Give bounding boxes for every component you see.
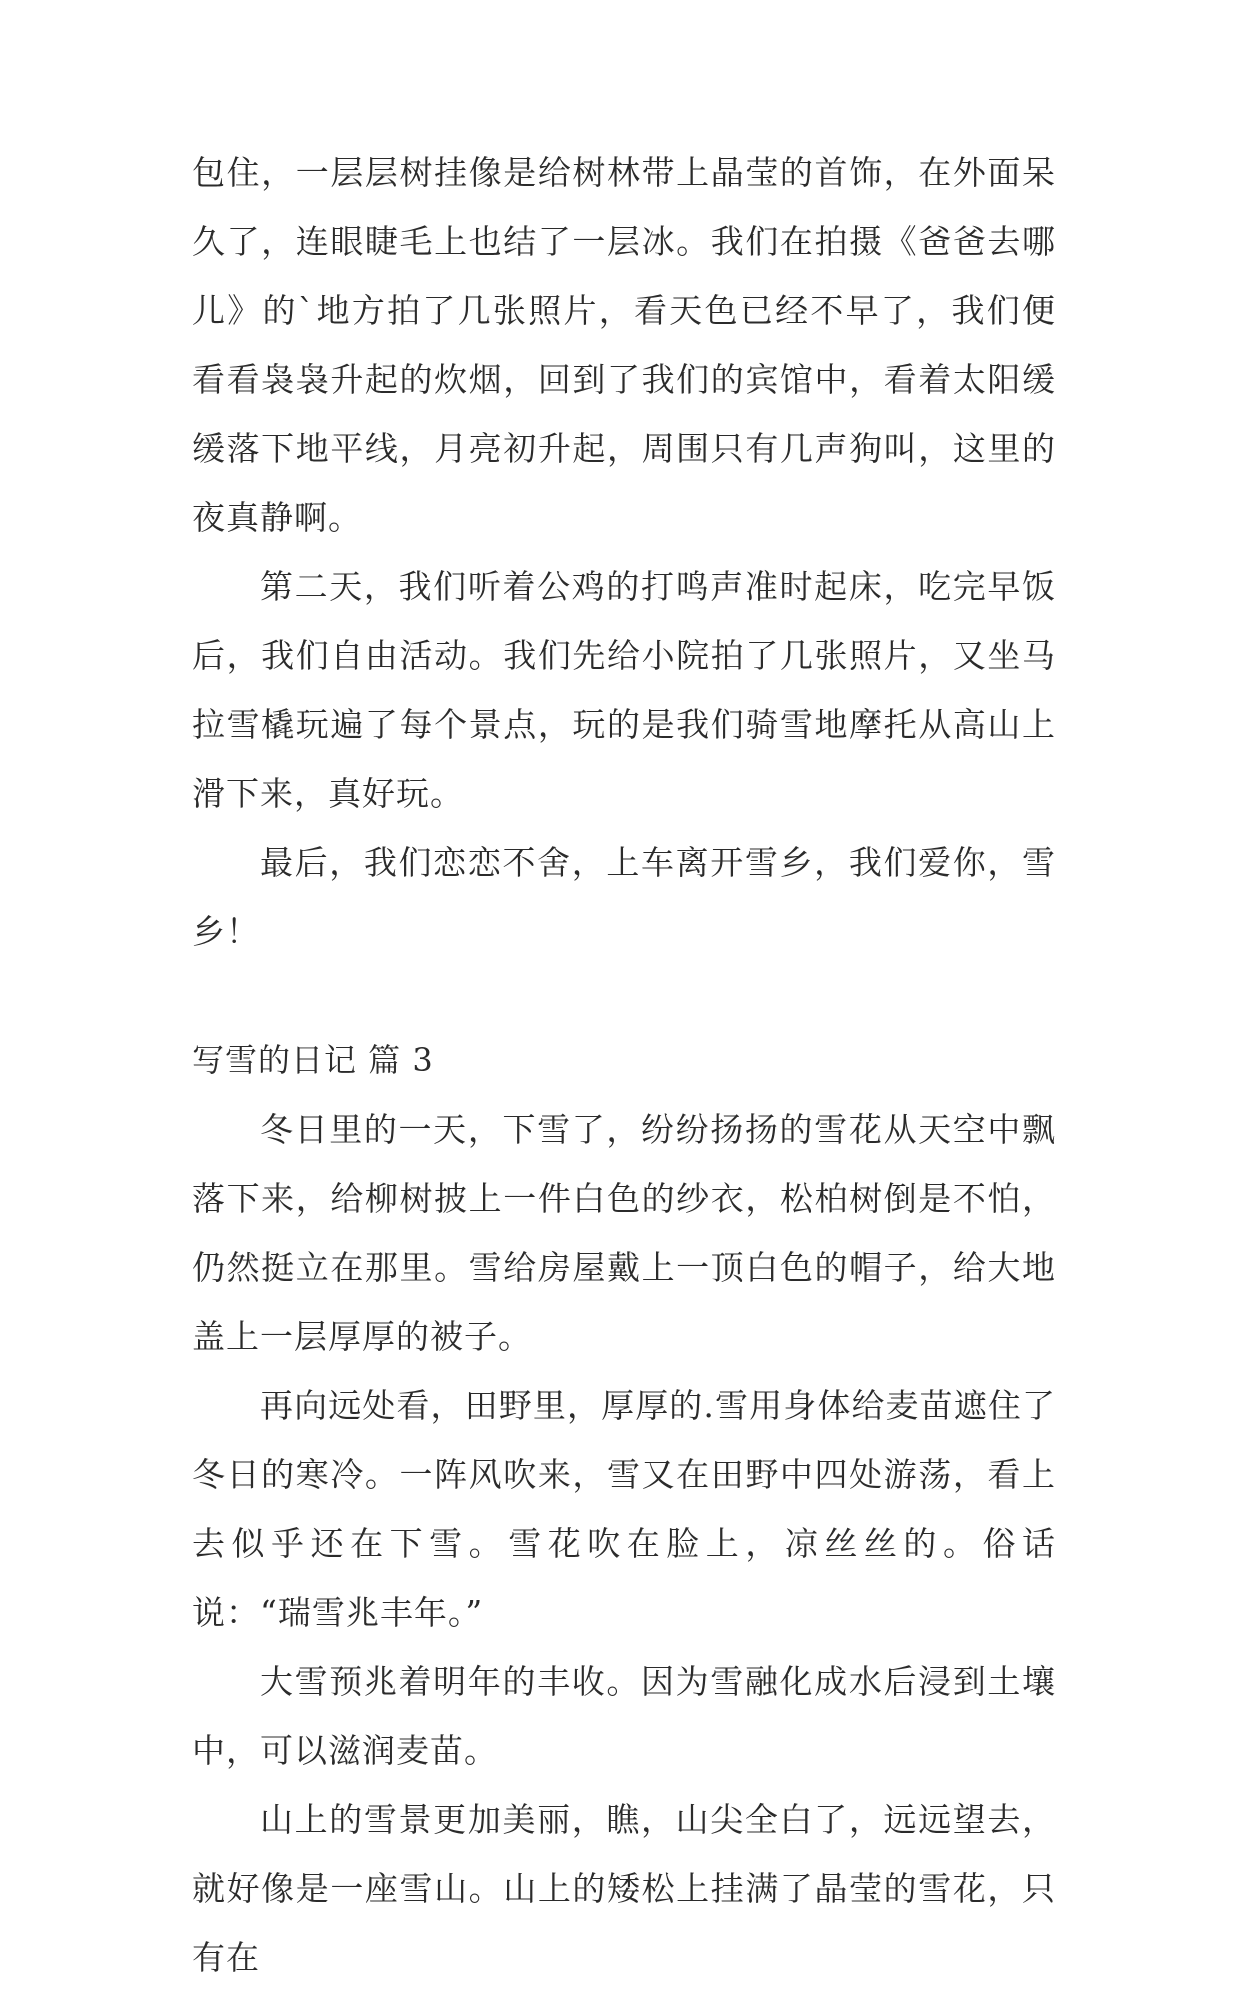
section-heading: 写雪的日记 篇 3 xyxy=(192,1041,434,1079)
paragraph-harvest: 大雪预兆着明年的丰收。因为雪融化成水后浸到土壤中，可以滋润麦苗。 xyxy=(192,1662,1056,1770)
paragraph-continued: 包住，一层层树挂像是给树林带上晶莹的首饰，在外面呆久了，连眼睫毛上也结了一层冰。我们在拍摄《爸爸去哪儿》的`地方拍了几张照片，看天色已经不早了，我们便看看袅袅升起的炊烟，回到了我们的宾馆中，看着太阳缓缓落下地平线，月亮初升起，周围只有几声狗叫，这里的夜真静啊。 xyxy=(192,153,1056,537)
paragraph-farewell: 最后，我们恋恋不舍，上车离开雪乡，我们爱你，雪乡！ xyxy=(192,843,1056,951)
document-body xyxy=(192,138,1056,1992)
paragraph-winter-day: 冬日里的一天，下雪了，纷纷扬扬的雪花从天空中飘落下来，给柳树披上一件白色的纱衣，松柏树倒是不怕，仍然挺立在那里。雪给房屋戴上一顶白色的帽子，给大地盖上一层厚厚的被子。 xyxy=(192,1110,1056,1356)
paragraph-second-day: 第二天，我们听着公鸡的打鸣声准时起床，吃完早饭后，我们自由活动。我们先给小院拍了几张照片，又坐马拉雪橇玩遍了每个景点，玩的是我们骑雪地摩托从高山上滑下来，真好玩。 xyxy=(192,567,1056,813)
paragraph-fields: 再向远处看，田野里，厚厚的.雪用身体给麦苗遮住了冬日的寒冷。一阵风吹来，雪又在田野中四处游荡，看上去似乎还在下雪。雪花吹在脸上，凉丝丝的。俗话说：“瑞雪兆丰年。” xyxy=(192,1386,1056,1632)
paragraph-mountain: 山上的雪景更加美丽，瞧，山尖全白了，远远望去，就好像是一座雪山。山上的矮松上挂满了晶莹的雪花，只有在 xyxy=(192,1800,1056,1977)
